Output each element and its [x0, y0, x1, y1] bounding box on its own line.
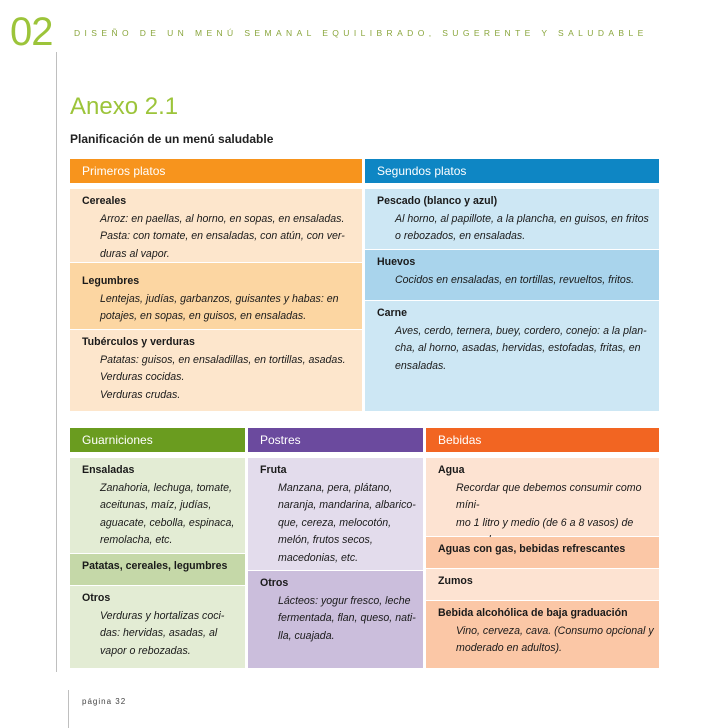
cell-agua	[426, 458, 659, 536]
page-number: página 32	[82, 697, 127, 706]
group-line: lla, cuajada.	[278, 629, 335, 642]
group-line: ensaladas.	[395, 359, 447, 372]
group-line: Verduras cocidas.	[100, 371, 185, 383]
group-line: Manzana, pera, plátano,	[278, 481, 393, 494]
left-divider-line	[56, 52, 57, 672]
header-segundos-label: Segundos platos	[377, 164, 467, 178]
chapter-title: DISEÑO DE UN MENÚ SEMANAL EQUILIBRADO, SUGERENTE Y SALUDABLE	[74, 28, 648, 38]
group-line: Lácteos: yogur fresco, leche	[278, 594, 411, 607]
group-line: cha, al horno, asadas, hervidas, estofadas, fritas, en	[395, 342, 641, 354]
group-line: o rebozados, en ensaladas.	[395, 230, 526, 242]
cell-tuberculos	[70, 330, 362, 411]
cell-ensaladas	[70, 458, 245, 553]
cell-aguas-con-gas	[426, 537, 659, 568]
group-line: Patatas: guisos, en ensaladillas, en tortillas, asadas.	[100, 353, 346, 366]
cell-fruta	[248, 458, 423, 570]
group-line: Arroz: en paellas, al horno, en sopas, en ensaladas.	[100, 212, 345, 225]
header-segundos-platos	[365, 159, 659, 183]
group-line: Aves, cerdo, ternera, buey, cordero, conejo: a la plan-	[395, 324, 647, 337]
group-line: moderado en adultos).	[456, 642, 563, 654]
group-line: melón, frutos secos,	[278, 534, 373, 546]
group-line: macedonias, etc.	[278, 551, 359, 564]
group-title-aguas-con-gas: Aguas con gas, bebidas refrescantes	[438, 543, 626, 555]
cell-legumbres	[70, 263, 362, 329]
group-title-fruta: Fruta	[260, 464, 287, 476]
group-title-legumbres: Legumbres	[82, 275, 140, 287]
header-postres	[248, 428, 423, 452]
cell-otros-postres	[248, 571, 423, 668]
header-primeros-platos	[70, 159, 362, 183]
group-title-tuberculos: Tubérculos y verduras	[82, 336, 195, 348]
group-line: Cocidos en ensaladas, en tortillas, revueltos, fritos.	[395, 273, 635, 286]
group-line: vapor o rebozadas.	[100, 644, 191, 657]
group-line: Verduras y hortalizas coci-	[100, 609, 225, 622]
cell-patatas-cereales-legumbres	[70, 554, 245, 585]
group-line: Pasta: con tomate, en ensaladas, con atún, con ver-	[100, 230, 345, 242]
annex-subtitle: Planificación de un menú saludable	[70, 132, 274, 146]
group-title-otros: Otros	[260, 577, 289, 589]
group-line: Vino, cerveza, cava. (Consumo opcional y	[456, 624, 654, 637]
header-postres-label: Postres	[260, 433, 301, 447]
group-line: aguacate, cebolla, espinaca,	[100, 516, 235, 529]
group-line: Al horno, al papillote, a la plancha, en guisos, en fritos	[395, 212, 649, 225]
group-line: Lentejas, judías, garbanzos, guisantes y habas: en	[100, 292, 339, 305]
group-line: mo 1 litro y medio (de 6 a 8 vasos) de	[456, 516, 634, 529]
group-title-ensaladas: Ensaladas	[82, 464, 135, 476]
group-line: das: hervidas, asadas, al	[100, 627, 218, 639]
cell-otros-guarniciones	[70, 586, 245, 668]
cell-pescado	[365, 189, 659, 249]
group-title-bebida-alcoholica: Bebida alcohólica de baja graduación	[438, 607, 628, 619]
group-line: fermentada, flan, queso, nati-	[278, 612, 416, 624]
cell-huevos	[365, 250, 659, 300]
cell-cereales	[70, 189, 362, 262]
group-title-otros: Otros	[82, 592, 111, 604]
annex-title: Anexo 2.1	[70, 93, 179, 120]
header-guarniciones-label: Guarniciones	[82, 433, 153, 447]
cell-zumos	[426, 569, 659, 600]
header-primeros-label: Primeros platos	[82, 164, 166, 178]
group-title-pescado: Pescado (blanco y azul)	[377, 195, 498, 207]
group-line: aceitunas, maíz, judías,	[100, 499, 212, 511]
group-line: naranja, mandarina, albarico-	[278, 499, 416, 511]
group-line: potajes, en sopas, en guisos, en ensaladas.	[100, 310, 307, 322]
group-line: Verduras crudas.	[100, 388, 181, 401]
group-title-patatas: Patatas, cereales, legumbres	[82, 560, 228, 572]
group-line: remolacha, etc.	[100, 534, 173, 546]
group-title-agua: Agua	[438, 464, 465, 476]
header-bebidas-label: Bebidas	[438, 433, 482, 447]
group-line: que, cereza, melocotón,	[278, 516, 392, 529]
header-bebidas	[426, 428, 659, 452]
cell-bebida-alcoholica	[426, 601, 659, 668]
group-title-carne: Carne	[377, 307, 408, 319]
cell-carne	[365, 301, 659, 411]
footer-divider-line	[68, 690, 69, 728]
group-title-huevos: Huevos	[377, 256, 416, 268]
group-title-zumos: Zumos	[438, 575, 473, 587]
header-guarniciones	[70, 428, 245, 452]
group-title-cereales: Cereales	[82, 195, 127, 207]
group-line: Zanahoria, lechuga, tomate,	[100, 481, 232, 494]
chapter-number: 02	[10, 10, 53, 54]
group-line: duras al vapor.	[100, 247, 170, 260]
group-line: Recordar que debemos consumir como míni-	[456, 481, 642, 511]
